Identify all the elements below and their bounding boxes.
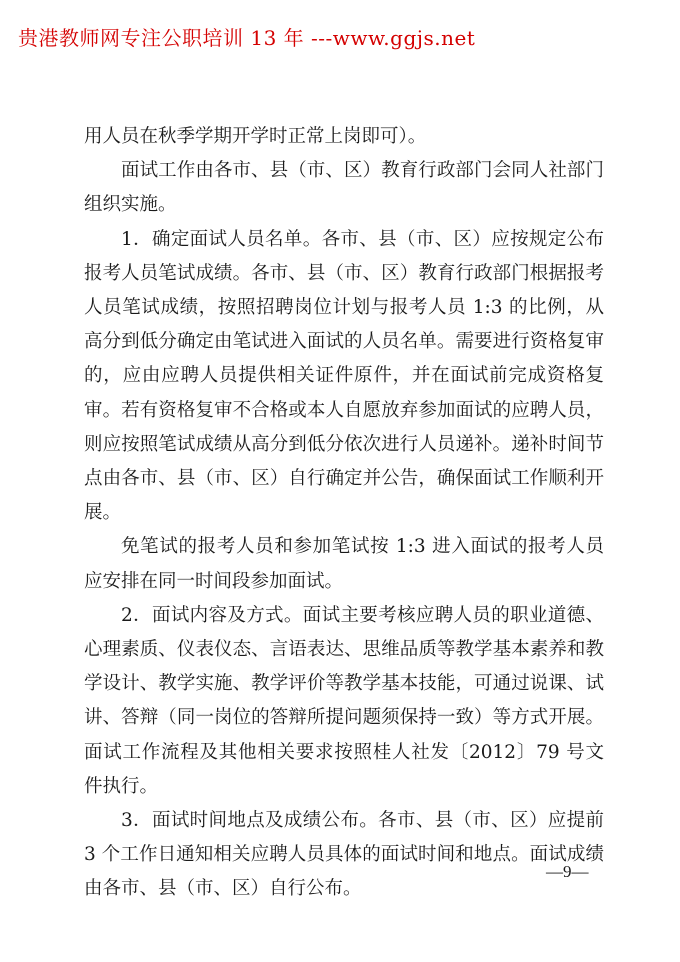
paragraph-interview-list: 1．确定面试人员名单。各市、县（市、区）应按规定公布报考人员笔试成绩。各市、县（市、区）教育行政部门根据报考人员笔试成绩，按照招聘岗位计划与报考人员 1:3 的比例，从高分到低分确定由笔试进入面试的人员名单。需要进行资格复审的，应由应聘人员提供相关证件原件，并在面试前完成资格复审。若有资格复审不合格或本人自愿放弃参加面试的应聘人员，则应按照笔试成绩从高分到低分依次进行人员递补。递补时间节点由各市、县（市、区）自行确定并公告，确保面试工作顺利开展。 xyxy=(84,228,604,524)
watermark-header: 贵港教师网专注公职培训 13 年 ---www.ggjs.net xyxy=(18,26,476,50)
paragraph-organization: 面试工作由各市、县（市、区）教育行政部门会同人社部门组织实施。 xyxy=(84,160,604,216)
paragraph-interview-schedule: 3．面试时间地点及成绩公布。各市、县（市、区）应提前 3 个工作日通知相关应聘人员具体的面试时间和地点。面试成绩由各市、县（市、区）自行公布。 xyxy=(84,810,604,900)
page-number: —9— xyxy=(546,862,589,881)
paragraph-exempt-candidates: 免笔试的报考人员和参加笔试按 1:3 进入面试的报考人员应安排在同一时间段参加面试。 xyxy=(84,536,604,592)
paragraph-continuation: 用人员在秋季学期开学时正常上岗即可）。 xyxy=(84,126,427,147)
document-body xyxy=(84,120,604,907)
paragraph-interview-content: 2．面试内容及方式。面试主要考核应聘人员的职业道德、心理素质、仪表仪态、言语表达、思维品质等教学基本素养和教学设计、教学实施、教学评价等教学基本技能，可通过说课、试讲、答辩（同一岗位的答辩所提问题须保持一致）等方式开展。面试工作流程及其他相关要求按照桂人社发〔2012〕79 号文件执行。 xyxy=(84,604,604,797)
